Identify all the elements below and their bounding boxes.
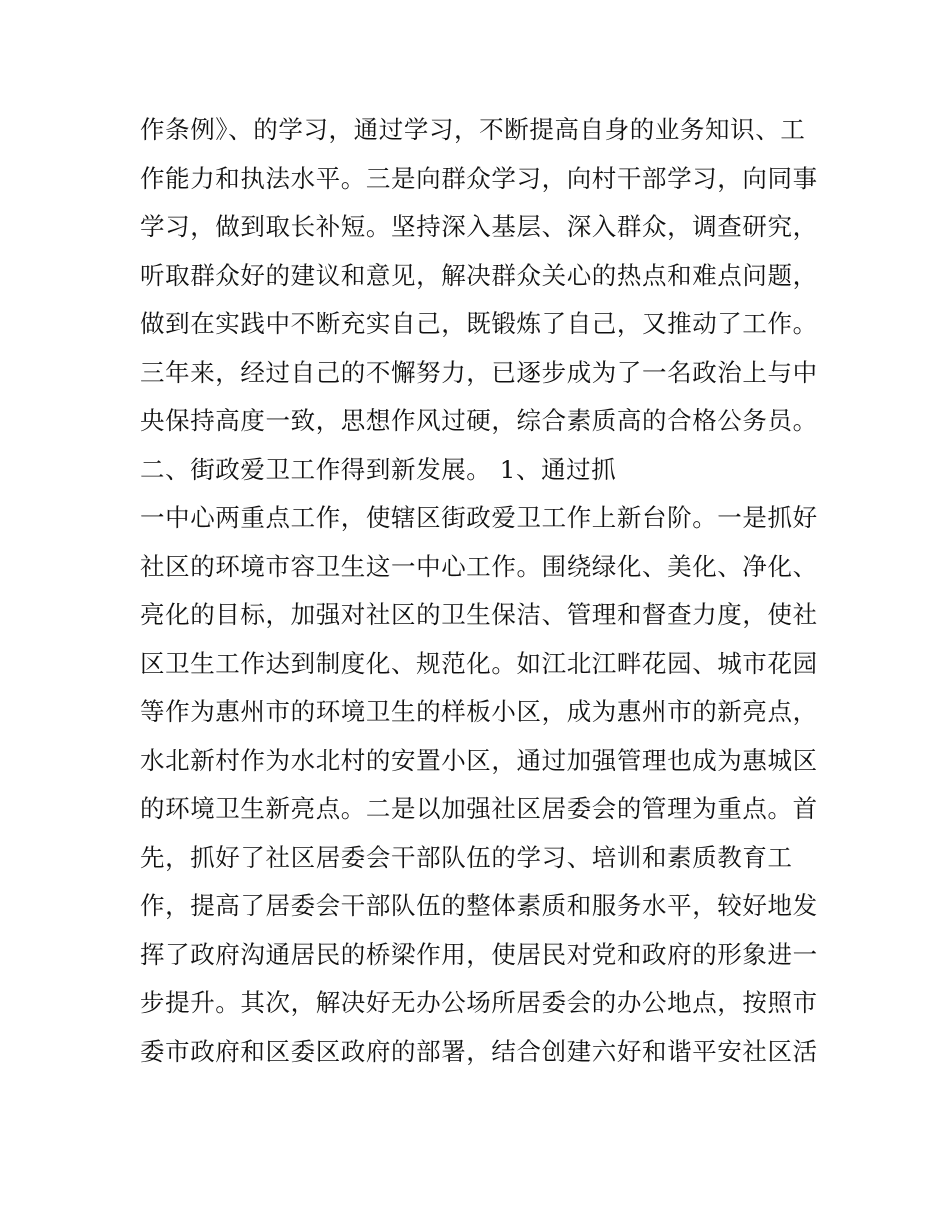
- body-text: [140, 106, 820, 1076]
- text-line: 亮化的目标，加强对社区的卫生保洁、管理和督查力度，使社: [140, 600, 818, 629]
- text-line: 听取群众好的建议和意见，解决群众关心的热点和难点问题，: [140, 260, 818, 290]
- text-line: 委市政府和区委区政府的部署，结合创建六好和谐平安社区活: [140, 1036, 818, 1066]
- text-line: 先，抓好了社区居委会干部队伍的学习、培训和素质教育工: [140, 842, 793, 872]
- text-line: 挥了政府沟通居民的桥梁作用，使居民对党和政府的形象进一: [140, 939, 818, 969]
- text-line: 的环境卫生新亮点。二是以加强社区居委会的管理为重点。首: [140, 794, 818, 823]
- text-line: 作能力和执法水平。三是向群众学习，向村干部学习，向同事: [140, 163, 818, 193]
- text-line: 学习，做到取长补短。坚持深入基层、深入群众，调查研究，: [140, 212, 818, 241]
- section-heading-line: 二、街政爱卫工作得到新发展。 1、通过抓: [140, 454, 617, 484]
- text-line: 社区的环境市容卫生这一中心工作。围绕绿化、美化、净化、: [140, 551, 818, 581]
- text-line: 作条例》、的学习，通过学习，不断提高自身的业务知识、工: [140, 115, 806, 144]
- text-line: 三年来，经过自己的不懈努力，已逐步成为了一名政治上与中: [140, 357, 818, 387]
- text-line: 区卫生工作达到制度化、规范化。如江北江畔花园、城市花园: [140, 648, 818, 678]
- text-line: 央保持高度一致，思想作风过硬，综合素质高的合格公务员。: [140, 406, 818, 435]
- text-line: 水北新村作为水北村的安置小区，通过加强管理也成为惠城区: [140, 745, 818, 775]
- text-line: 作，提高了居委会干部队伍的整体素质和服务水平，较好地发: [140, 891, 818, 920]
- text-line: 步提升。其次，解决好无办公场所居委会的办公地点，按照市: [140, 988, 818, 1017]
- text-line: 一中心两重点工作，使辖区街政爱卫工作上新台阶。一是抓好: [140, 503, 818, 532]
- text-line: 做到在实践中不断充实自己，既锻炼了自己，又推动了工作。: [140, 309, 818, 338]
- text-line: 等作为惠州市的环境卫生的样板小区，成为惠州市的新亮点，: [140, 697, 818, 726]
